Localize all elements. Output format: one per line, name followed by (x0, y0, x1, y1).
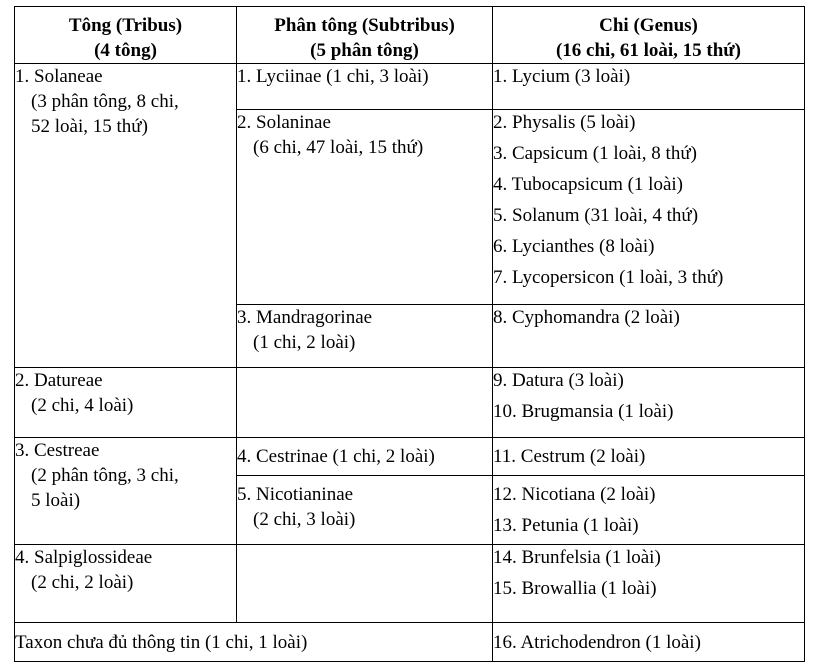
table-row (15, 438, 805, 476)
genus-item: 5. Solanum (31 loài, 4 thứ) (493, 205, 699, 226)
tribe-name: 4. Salpiglossideae (15, 547, 153, 568)
genus-item: 8. Cyphomandra (2 loài) (493, 307, 680, 328)
genus-item: 3. Capsicum (1 loài, 8 thứ) (493, 143, 697, 164)
subtribe-header (237, 7, 493, 64)
genus-item: 1. Lycium (3 loài) (493, 66, 631, 87)
tribe-name: 1. Solaneae (15, 66, 103, 87)
tribe-detail: (2 chi, 4 loài) (31, 395, 134, 416)
subtribe-name: 3. Mandragorinae (237, 307, 373, 328)
tribe-cell-datureae (15, 368, 237, 438)
genus-item: 2. Physalis (5 loài) (493, 112, 636, 133)
header-row (15, 7, 805, 64)
tribe-name: 2. Datureae (15, 370, 103, 391)
tribe-cell-cestreae (15, 438, 237, 545)
table-row (15, 545, 805, 623)
subtribe-cell-empty (237, 368, 493, 438)
tribe-cell-solaneae (15, 64, 237, 368)
genus-cell (493, 545, 805, 623)
tribe-header (15, 7, 237, 64)
genus-cell (493, 368, 805, 438)
subtribe-name: 5. Nicotianinae (237, 484, 354, 505)
classification-table (14, 6, 805, 662)
subtribe-name: 1. Lyciinae (1 chi, 3 loài) (237, 66, 429, 87)
genus-cell (493, 623, 805, 662)
tribe-header-title: Tông (Tribus) (68, 15, 183, 36)
tribe-detail: (3 phân tông, 8 chi, (31, 91, 179, 112)
genus-item: 9. Datura (3 loài) (493, 370, 624, 391)
genus-item: 6. Lycianthes (8 loài) (493, 236, 655, 257)
tribe-name: 3. Cestreae (15, 440, 100, 461)
genus-cell (493, 110, 805, 305)
genus-item: 15. Browallia (1 loài) (493, 578, 657, 599)
subtribe-cell-mandragorinae (237, 305, 493, 368)
genus-cell (493, 305, 805, 368)
genus-cell (493, 438, 805, 476)
incomplete-taxon-label: Taxon chưa đủ thông tin (1 chi, 1 loài) (15, 632, 308, 653)
table-row (15, 368, 805, 438)
genus-item: 4. Tubocapsicum (1 loài) (493, 174, 683, 195)
genus-header-title: Chi (Genus) (599, 15, 698, 36)
subtribe-header-title: Phân tông (Subtribus) (274, 15, 455, 36)
subtribe-cell-solaninae (237, 110, 493, 305)
genus-header (493, 7, 805, 64)
subtribe-detail: (2 chi, 3 loài) (253, 509, 356, 530)
subtribe-cell-empty (237, 545, 493, 623)
genus-header-count: (16 chi, 61 loài, 15 thứ) (555, 40, 742, 61)
table-row (15, 64, 805, 110)
subtribe-cell-cestrinae (237, 438, 493, 476)
table-row (15, 623, 805, 662)
subtribe-detail: (1 chi, 2 loài) (253, 332, 356, 353)
genus-item: 11. Cestrum (2 loài) (493, 446, 646, 467)
genus-item: 14. Brunfelsia (1 loài) (493, 547, 661, 568)
subtribe-detail: (6 chi, 47 loài, 15 thứ) (253, 137, 424, 158)
subtribe-header-count: (5 phân tông) (310, 40, 419, 61)
subtribe-name: 2. Solaninae (237, 112, 331, 133)
genus-item: 10. Brugmansia (1 loài) (493, 401, 674, 422)
genus-item: 7. Lycopersicon (1 loài, 3 thứ) (493, 267, 724, 288)
subtribe-cell-nicotianinae (237, 476, 493, 545)
tribe-detail: 52 loài, 15 thứ) (31, 116, 148, 137)
subtribe-name: 4. Cestrinae (1 chi, 2 loài) (237, 446, 435, 467)
incomplete-taxon-cell (15, 623, 493, 662)
tribe-detail: 5 loài) (31, 490, 81, 511)
tribe-cell-salpiglossideae (15, 545, 237, 623)
genus-cell (493, 476, 805, 545)
genus-item: 16. Atrichodendron (1 loài) (493, 632, 701, 653)
tribe-detail: (2 chi, 2 loài) (31, 572, 134, 593)
tribe-header-count: (4 tông) (94, 40, 157, 61)
genus-item: 12. Nicotiana (2 loài) (493, 484, 656, 505)
subtribe-cell-lyciinae (237, 64, 493, 110)
genus-cell (493, 64, 805, 110)
tribe-detail: (2 phân tông, 3 chi, (31, 465, 179, 486)
genus-item: 13. Petunia (1 loài) (493, 515, 639, 536)
